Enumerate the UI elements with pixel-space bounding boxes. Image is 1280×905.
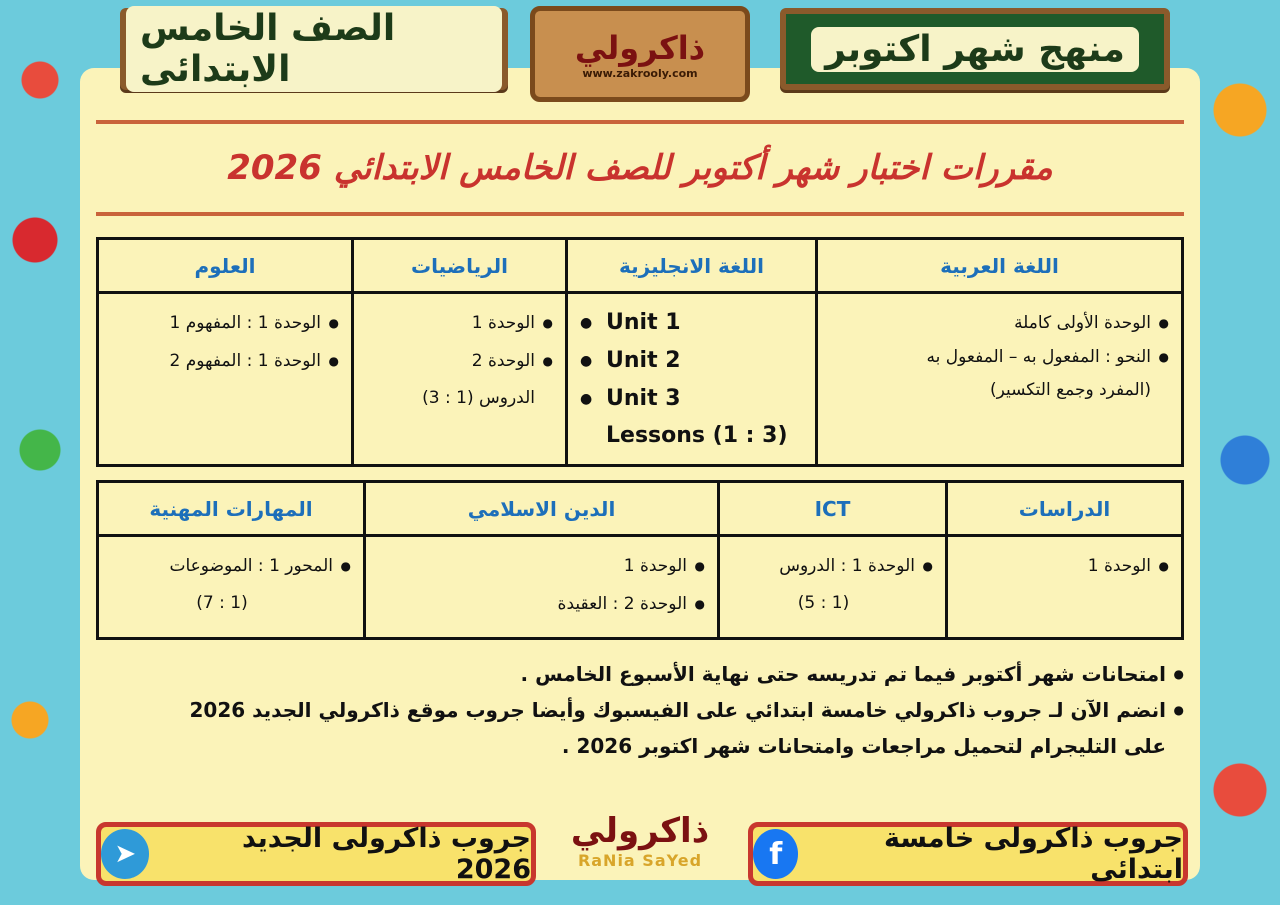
note-item: ● امتحانات شهر أكتوبر فيما تم تدريسه حتى نهاية الأسبوع الخامس . xyxy=(96,656,1184,692)
footer-logo-author: RaNia SaYed xyxy=(577,850,703,870)
logo-text: ذاكرولي xyxy=(574,28,706,67)
list-item: ● Unit 1 xyxy=(580,304,803,342)
footer-logo-text: ذاكرولي xyxy=(570,810,710,851)
telegram-group-banner[interactable] xyxy=(96,822,536,886)
list-item: ● Unit 3 xyxy=(580,380,803,418)
list-item: ● الوحدة 2 xyxy=(366,342,553,380)
list-item-continued: (المفرد وجمع التكسير) xyxy=(989,380,1151,400)
list-item: ● الوحدة 1 : المفهوم 2 xyxy=(111,342,339,380)
list-item: ● النحو : المفعول به – المفعول به xyxy=(830,342,1169,372)
header-ict: ICT xyxy=(719,482,947,536)
grade-label: الصف الخامس الابتدائى xyxy=(126,6,502,92)
list-item: ● المحور 1 : الموضوعات xyxy=(111,547,351,585)
list-item-continued: Lessons (1 : 3) xyxy=(606,423,788,448)
list-item: ● الوحدة 1 xyxy=(378,547,705,585)
list-item-continued: الدروس (1 : 3) xyxy=(422,388,535,408)
curriculum-board xyxy=(780,8,1170,90)
header-social: الدراسات xyxy=(947,482,1183,536)
title-rule-bottom xyxy=(96,212,1184,216)
facebook-icon[interactable]: f xyxy=(753,829,798,879)
header-english: اللغة الانجليزية xyxy=(567,239,817,293)
header-science: العلوم xyxy=(98,239,353,293)
list-item: ● الوحدة 1 xyxy=(960,547,1169,585)
facebook-group-banner[interactable] xyxy=(748,822,1188,886)
list-item: ● الوحدة 1 xyxy=(366,304,553,342)
list-item: ● الوحدة 1 : الدروس xyxy=(732,547,933,585)
page-title: مقررات اختبار شهر أكتوبر للصف الخامس الابتدائي 2026 xyxy=(227,148,1053,188)
list-item: ● الوحدة الأولى كاملة xyxy=(830,304,1169,342)
telegram-icon[interactable]: ➤ xyxy=(101,829,149,879)
cell-social xyxy=(947,536,1183,639)
footer-logo xyxy=(565,790,715,890)
list-item: ● الوحدة 1 : المفهوم 1 xyxy=(111,304,339,342)
header-skills: المهارات المهنية xyxy=(98,482,365,536)
list-item: ● Unit 2 xyxy=(580,342,803,380)
cell-science xyxy=(98,293,353,466)
list-item-continued: (1 : 7) xyxy=(196,593,248,613)
site-logo xyxy=(530,6,750,102)
subjects-table-1 xyxy=(96,237,1184,467)
note-continued: على التليجرام لتحميل مراجعات وامتحانات شهر اكتوبر 2026 . xyxy=(561,734,1166,758)
notes xyxy=(96,656,1184,764)
header-religion: الدين الاسلامي xyxy=(365,482,719,536)
grade-board xyxy=(120,8,508,90)
subjects-table-2 xyxy=(96,480,1184,640)
cell-arabic xyxy=(817,293,1183,466)
facebook-group-text: جروب ذاكرولى خامسة ابتدائى xyxy=(884,823,1183,885)
logo-url: www.zakrooly.com xyxy=(582,66,698,80)
list-item: ● الوحدة 2 : العقيدة xyxy=(378,585,705,623)
cell-ict xyxy=(719,536,947,639)
header-arabic: اللغة العربية xyxy=(817,239,1183,293)
header-math: الرياضيات xyxy=(353,239,567,293)
title-rule-top xyxy=(96,120,1184,124)
list-item-continued: (1 : 5) xyxy=(797,593,850,613)
note-item: ● انضم الآن لـ جروب ذاكرولي خامسة ابتدائي على الفيسبوك وأيضا جروب موقع ذاكرولي الجديد 2026 xyxy=(96,692,1184,728)
cell-religion xyxy=(365,536,719,639)
cell-english xyxy=(567,293,817,466)
cell-math xyxy=(353,293,567,466)
telegram-group-text: جروب ذاكرولى الجديد 2026 xyxy=(242,823,531,885)
cell-skills xyxy=(98,536,365,639)
curriculum-label: منهج شهر اكتوبر xyxy=(811,27,1139,72)
